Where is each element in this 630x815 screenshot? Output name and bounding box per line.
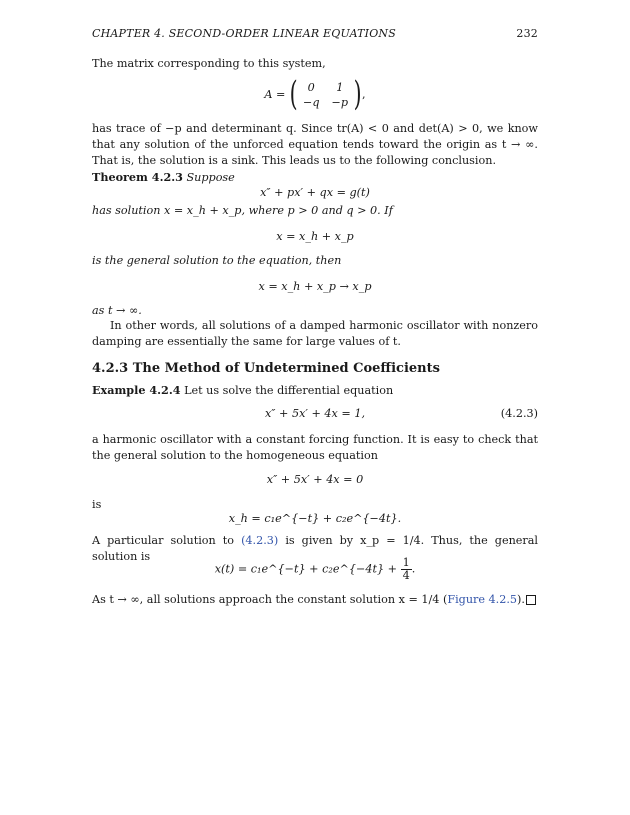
equation-number: (4.2.3) xyxy=(500,407,538,420)
theorem-equation-1: x″ + px′ + qx = g(t) xyxy=(260,186,370,199)
particular-solution-paragraph: A particular solution to (4.2.3) is given by x_p = 1/4. Thus, the general solution is xyxy=(92,534,538,563)
example-paragraph-1: a harmonic oscillator with a constant forcing function. It is easy to check that the general solution to the homogeneous equation xyxy=(92,433,538,462)
conclusion-paragraph: In other words, all solutions of a damped harmonic oscillator with nonzero damping are essentially the same for large values of t. xyxy=(92,319,538,348)
theorem-line-4: as t → ∞. xyxy=(92,304,142,317)
fraction-one-fourth: $\frac{1}{4}$ xyxy=(402,556,410,582)
theorem-line-2: has solution x = x_h + x_p, where p > 0 and q > 0. If xyxy=(92,204,393,217)
theorem-heading: Theorem 4.2.3 Suppose xyxy=(92,170,235,184)
final-paragraph: As t → ∞, all solutions approach the constant solution x = 1/4 (Figure 4.2.5). xyxy=(92,593,525,606)
theorem-equation-2: x = x_h + x_p xyxy=(276,230,354,243)
theorem-label: Theorem 4.2.3 xyxy=(92,170,183,184)
general-solution-equation: x(t) = c₁e^{−t} + c₂e^{−4t} + $\frac{1}{4}$ . xyxy=(214,556,416,582)
theorem-equation-3: x = x_h + x_p → x_p xyxy=(258,280,372,293)
figure-ref-link[interactable]: Figure 4.2.5 xyxy=(447,593,518,606)
running-header xyxy=(92,27,538,40)
chapter-title: CHAPTER 4. SECOND-ORDER LINEAR EQUATIONS xyxy=(92,27,396,40)
example-equation-1: x″ + 5x′ + 4x = 1, (4.2.3) xyxy=(264,407,538,420)
intro-paragraph: The matrix corresponding to this system, xyxy=(92,57,326,70)
section-heading: 4.2.3 The Method of Undetermined Coefficients xyxy=(92,361,440,376)
example-heading: Example 4.2.4 Let us solve the differential equation xyxy=(92,383,394,397)
theorem-line-3: is the general solution to the equation, then xyxy=(92,254,342,267)
trace-determinant-paragraph: has trace of −p and determinant q. Since tr(A) < 0 and det(A) > 0, we know that any solution of the unforced equation tends toward the origin as t → ∞. That is, the solution is a sink. This leads us to the following conclusion. xyxy=(92,122,538,167)
example-label-text: Example 4.2.4 xyxy=(92,383,181,397)
page-number: 232 xyxy=(516,27,538,40)
homogeneous-solution: x_h = c₁e^{−t} + c₂e^{−4t}. xyxy=(228,512,402,525)
homogeneous-equation: x″ + 5x′ + 4x = 0 xyxy=(266,473,364,486)
is-word: is xyxy=(92,498,102,511)
equation-ref-link[interactable]: (4.2.3) xyxy=(241,534,279,547)
matrix-equation: A = ( 0 1 −q −p ) , xyxy=(264,74,366,114)
end-of-proof-box xyxy=(526,595,536,605)
matrix-a: ( 0 1 −q −p ) xyxy=(289,74,362,114)
